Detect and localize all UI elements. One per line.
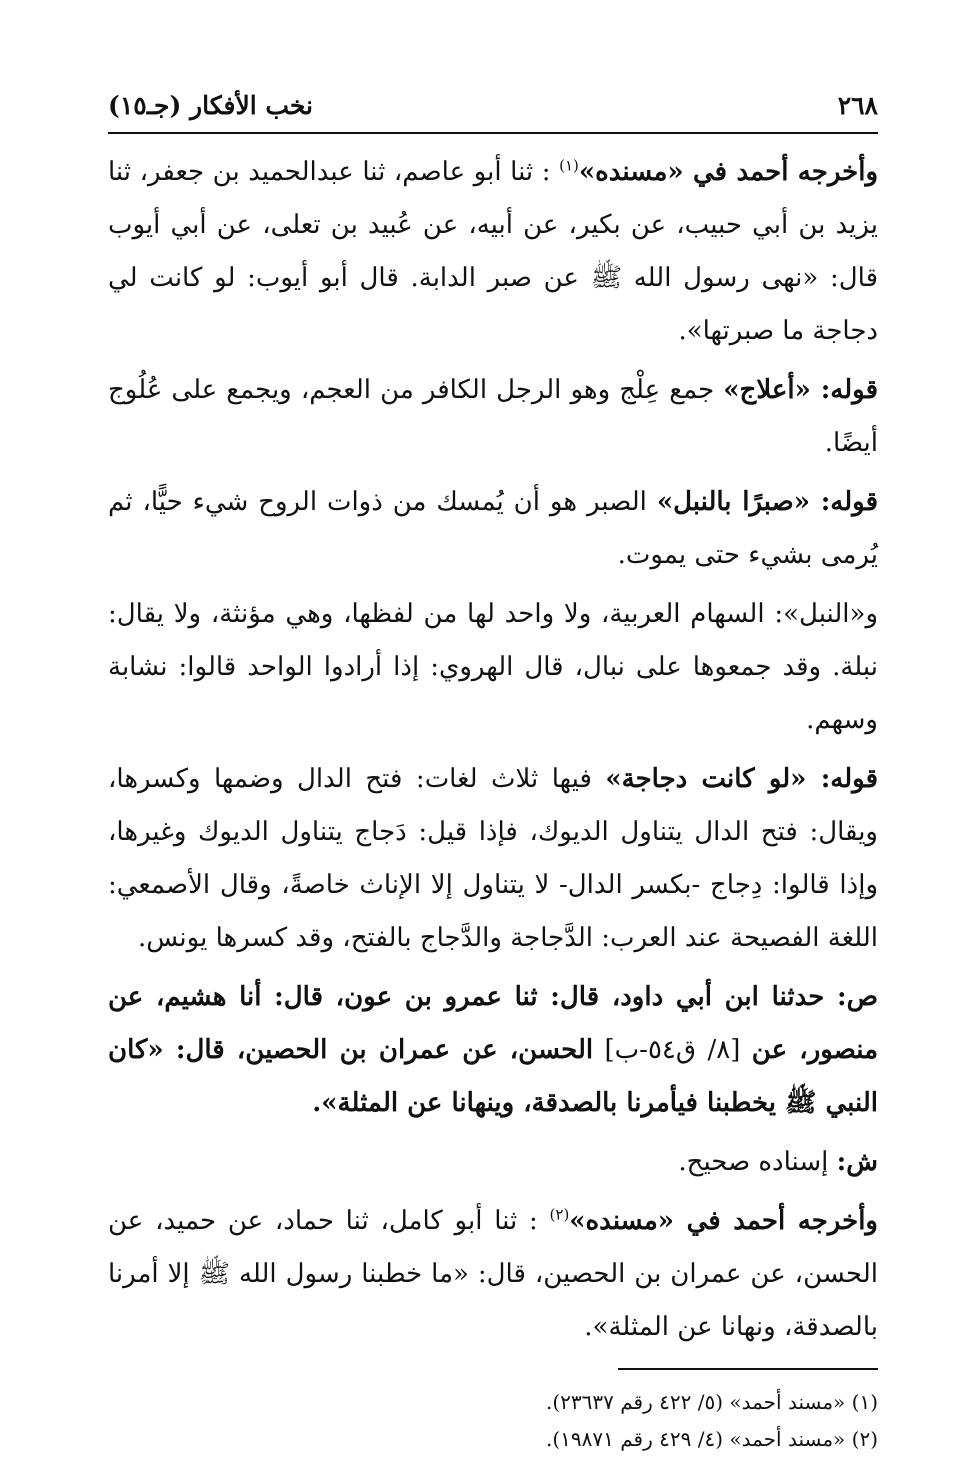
- paragraph-lead: قوله: «صبرًا بالنبل»: [656, 487, 879, 517]
- footnote-ref: (١): [559, 156, 579, 175]
- paragraph-1: [108, 146, 878, 358]
- paragraph-5: [108, 753, 878, 965]
- footnote-ref: (٢): [549, 1205, 570, 1224]
- main-text: [108, 146, 878, 1354]
- paragraph-3: [108, 476, 878, 582]
- footnote-1: (١) «مسند أحمد» (٥/ ٤٢٢ رقم ٢٣٦٣٧).: [545, 1390, 878, 1414]
- paragraph-4: [108, 588, 878, 747]
- paragraph-lead: قوله: «لو كانت دجاجة»: [605, 764, 879, 794]
- footnote-2: (٢) «مسند أحمد» (٤/ ٤٢٩ رقم ١٩٨٧١).: [545, 1427, 878, 1451]
- paragraph-text: إسناده صحيح.: [678, 1147, 829, 1177]
- page-number: ٢٦٨: [837, 91, 878, 120]
- running-title: نخب الأفكار (جـ١٥): [108, 91, 314, 120]
- paragraph-8: [108, 1195, 878, 1354]
- paragraph-text: الحسن، عن عمران بن الحصين، قال: «كان النبي ﷺ يخطبنا فيأمرنا بالصدقة، وينهانا عن المثلة».: [108, 1035, 878, 1118]
- page-header: [108, 84, 878, 134]
- paragraph-6: [108, 971, 878, 1130]
- paragraph-lead: وأخرجه أحمد في «مسنده»: [569, 1206, 878, 1236]
- paragraph-text: فيها ثلاث لغات: فتح الدال وضمها وكسرها، ويقال: فتح الدال يتناول الديوك، فإذا قيل: دَجاج يتناول الديوك وغيرها، وإذا قالوا: دِجاج -بكسر الدال- لا يتناول إلا الإناث خاصةً، وقال الأصمعي: اللغة الفصيحة عند العرب: الدَّجاجة والدَّجاج بالفتح، وقد كسرها يونس.: [108, 764, 878, 953]
- paragraph-text: : ثنا أبو كامل، ثنا حماد، عن حميد، عن الحسن، عن عمران بن الحصين، قال: «ما خطبنا رسول الله ﷺ إلا أمرنا بالصدقة، ونهانا عن المثلة».: [108, 1206, 878, 1342]
- book-page: [108, 84, 878, 1458]
- footnotes: [108, 1384, 878, 1458]
- paragraph-7: [108, 1136, 878, 1189]
- paragraph-lead: ش:: [836, 1147, 878, 1177]
- paragraph-text: : ثنا أبو عاصم، ثنا عبدالحميد بن جعفر، ثنا يزيد بن أبي حبيب، عن بكير، عن أبيه، عن عُبيد بن تعلى، عن أبي أيوب قال: «نهى رسول الله ﷺ عن صبر الدابة. قال أبو أيوب: لو كانت لي دجاجة ما صبرتها».: [108, 157, 878, 346]
- paragraph-lead: ص: حدثنا ابن أبي داود، قال: ثنا عمرو بن عون، قال: أنا هشيم، عن منصور، عن: [108, 982, 879, 1065]
- paragraph-text: الصبر هو أن يُمسك من ذوات الروح شيء حيًّا، ثم يُرمى بشيء حتى يموت.: [108, 487, 878, 570]
- paragraph-lead: قوله: «أعلاج»: [723, 375, 879, 405]
- manuscript-ref: [٨/ ق٥٤-ب]: [604, 1035, 741, 1065]
- paragraph-text: جمع عِلْج وهو الرجل الكافر من العجم، ويجمع على عُلُوج أيضًا.: [108, 375, 878, 458]
- footnote-divider: [618, 1368, 878, 1370]
- paragraph-2: [108, 364, 878, 470]
- paragraph-text: و«النبل»: السهام العربية، ولا واحد لها من لفظها، وهي مؤنثة، ولا يقال: نبلة. وقد جمعوها على نبال، قال الهروي: إذا أرادوا الواحد قالوا: نشابة وسهم.: [108, 599, 878, 735]
- paragraph-lead: وأخرجه أحمد في «مسنده»: [578, 157, 879, 187]
